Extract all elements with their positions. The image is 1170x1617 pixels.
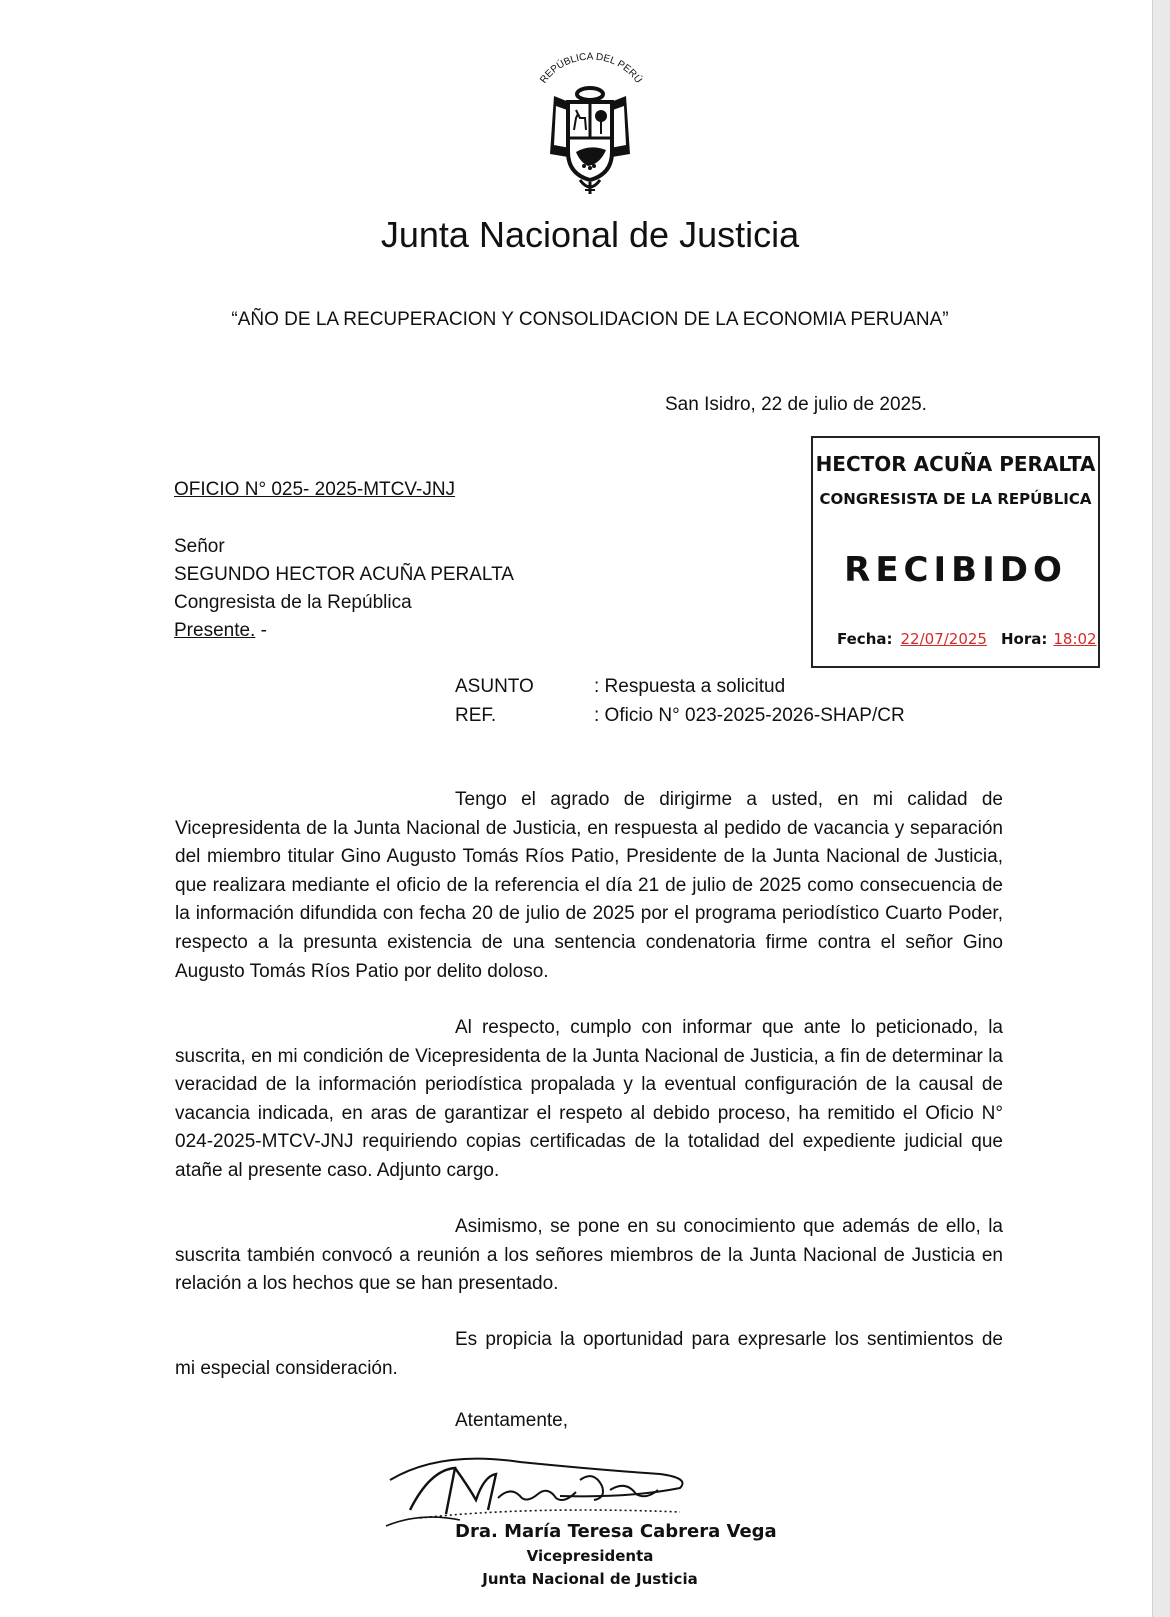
place-date: San Isidro, 22 de julio de 2025. bbox=[665, 394, 927, 415]
presente-suffix: - bbox=[255, 620, 267, 641]
coat-of-arms bbox=[530, 48, 650, 196]
signatory-role: Vicepresidenta bbox=[526, 1547, 654, 1565]
recipient-salutation: Señor bbox=[174, 536, 225, 557]
closing: Atentamente, bbox=[455, 1410, 569, 1431]
stamp-role: CONGRESISTA DE LA REPÚBLICA bbox=[819, 490, 1092, 508]
presente-text: Presente. bbox=[174, 620, 256, 641]
asunto-value: : Respuesta a solicitud bbox=[594, 676, 786, 697]
received-stamp bbox=[811, 436, 1100, 668]
stamp-status: RECIBIDO bbox=[844, 550, 1067, 590]
body-paragraph-3: Asimismo, se pone en su conocimiento que además de ello, la suscrita también convocó a reunión a los señores miembros de la Junta Nacional de Justicia en relación a los hechos que se han presentado. bbox=[175, 1216, 1003, 1295]
stamp-fecha-value: 22/07/2025 bbox=[900, 630, 987, 648]
stamp-hora-value: 18:02 bbox=[1053, 630, 1097, 648]
recipient-presente bbox=[174, 620, 267, 642]
stamp-hora-label: Hora: bbox=[1000, 630, 1048, 648]
asunto-label: ASUNTO bbox=[455, 676, 534, 697]
body-paragraph-2: Al respecto, cumplo con informar que ante lo peticionado, la suscrita, en mi condición de Vicepresidenta de la Junta Nacional de Justicia, a fin de determinar la veracidad de la información periodística propalada y la eventual configuración de la causal de vacancia indicada, en aras de garantizar el respeto al debido proceso, ha remitido el Oficio N° 024-2025-MTCV-JNJ requiriendo copias certificadas de la totalidad del expediente judicial que atañe al presente caso. Adjunto cargo. bbox=[175, 1017, 1003, 1181]
recipient-name: SEGUNDO HECTOR ACUÑA PERALTA bbox=[174, 564, 514, 585]
stamp-datetime bbox=[837, 630, 1097, 648]
ref-label: REF. bbox=[455, 705, 497, 726]
body-paragraph-4: Es propicia la oportunidad para expresarle los sentimientos de mi especial consideración. bbox=[175, 1329, 1003, 1379]
stamp-name: HECTOR ACUÑA PERALTA bbox=[815, 452, 1096, 476]
signatory-organization: Junta Nacional de Justicia bbox=[482, 1570, 698, 1588]
crest-arc-text: REPÚBLICA DEL PERÚ bbox=[538, 51, 644, 86]
ref-value: : Oficio N° 023-2025-2026-SHAP/CR bbox=[594, 705, 905, 726]
stamp-fecha-label: Fecha: bbox=[837, 630, 893, 648]
recipient-role: Congresista de la República bbox=[174, 592, 412, 613]
svg-text:REPÚBLICA DEL PERÚ bbox=[538, 52, 645, 86]
year-motto: “AÑO DE LA RECUPERACION Y CONSOLIDACION DE LA ECONOMIA PERUANA” bbox=[231, 309, 949, 330]
body-paragraph-1: Tengo el agrado de dirigirme a usted, en mi calidad de Vicepresidenta de la Junta Nacional de Justicia, en respuesta al pedido de vacancia y separación del miembro titular Gino Augusto Tomás Ríos Patio, Presidente de la Junta Nacional de Justicia, que realizara mediante el oficio de la referencia el día 21 de julio de 2025 como consecuencia de la información difundida con fecha 20 de julio de 2025 por el programa periodístico Cuarto Poder, respecto a la presunta existencia de una sentencia condenatoria firme contra el señor Gino Augusto Tomás Ríos Patio por delito doloso. bbox=[175, 789, 1003, 982]
oficio-number: OFICIO N° 025- 2025-MTCV-JNJ bbox=[174, 479, 456, 500]
institution-title: Junta Nacional de Justicia bbox=[380, 214, 800, 255]
signatory-name: Dra. María Teresa Cabrera Vega bbox=[455, 1521, 777, 1542]
